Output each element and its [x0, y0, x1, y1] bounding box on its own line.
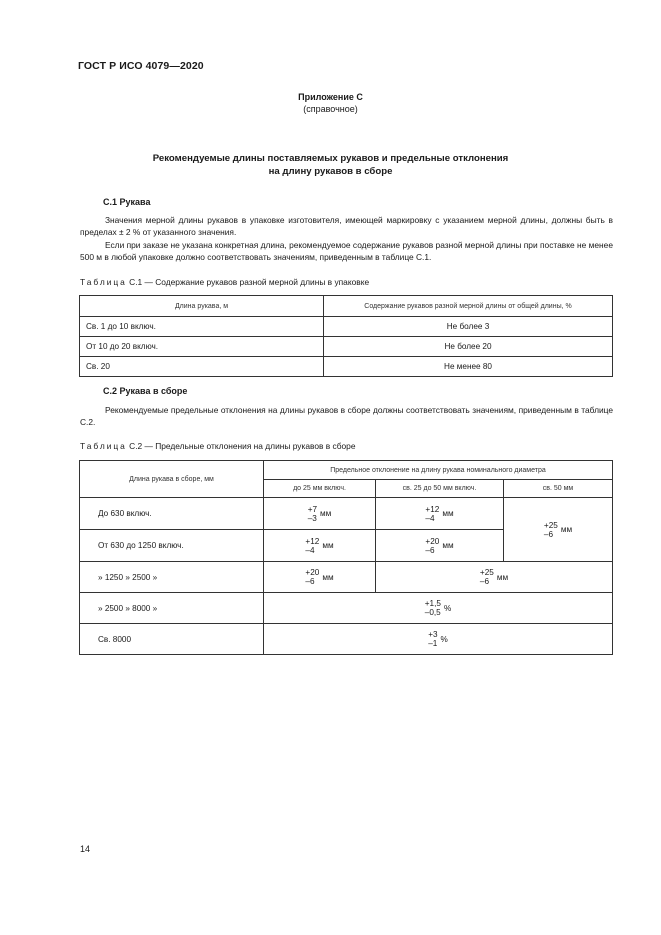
- paragraph-c1-2-text: Если при заказе не указана конкретная длина, рекомендуемое содержание рукавов разной мерной длины при поставке не менее 500 м в любой упаковке должно соответствовать значениям, приведенным в таблице С.1.: [80, 240, 613, 262]
- table2-cell: [264, 593, 613, 624]
- tol-unit: мм: [322, 541, 334, 550]
- table2-header-col1: до 25 мм включ.: [264, 480, 376, 498]
- table1-cell: Не более 3: [324, 317, 613, 337]
- table2-row-label: От 630 до 1250 включ.: [80, 530, 264, 562]
- tol-lower: –4: [425, 513, 435, 523]
- table2-cell: [264, 498, 376, 530]
- table2-row-label: » 2500 » 8000 »: [80, 593, 264, 624]
- tol-lower: –6: [543, 529, 554, 539]
- table2-cell: [376, 498, 504, 530]
- table2-caption-text: С.2 — Предельные отклонения на длины рукавов в сборе: [129, 441, 356, 451]
- table2-header-col2: св. 25 до 50 мм включ.: [376, 480, 504, 498]
- tol-unit: мм: [442, 541, 454, 550]
- table2-header-group: Предельное отклонение на длину рукава номинального диаметра: [264, 461, 613, 480]
- table1-cell: Не более 20: [324, 337, 613, 357]
- section-heading-c2: С.2 Рукава в сборе: [103, 386, 188, 396]
- table2-header-col3: св. 50 мм: [504, 480, 613, 498]
- appendix-title-line2: на длину рукавов в сборе: [268, 166, 393, 177]
- tol-lower: –4: [305, 545, 315, 555]
- table2-cell: [376, 562, 613, 593]
- table-row: [80, 498, 613, 530]
- table1-header-length: Длина рукава, м: [80, 296, 324, 317]
- page-number: 14: [80, 844, 91, 854]
- tol-unit: мм: [560, 525, 573, 534]
- tol-lower: –6: [305, 577, 315, 586]
- tol-unit: %: [440, 634, 448, 644]
- tol-upper: +1,5: [424, 599, 441, 608]
- tol-upper: +20: [305, 568, 320, 577]
- table1-cell: Св. 1 до 10 включ.: [80, 317, 324, 337]
- table-row: [80, 317, 613, 337]
- table2-caption: [80, 441, 356, 451]
- table2-row-label: Св. 8000: [80, 624, 264, 655]
- table-row: [80, 624, 613, 655]
- table-row: [80, 562, 613, 593]
- tol-upper: +20: [425, 536, 440, 546]
- tol-upper: +12: [425, 504, 440, 514]
- table2-cell: [264, 530, 376, 562]
- table2-header-length: Длина рукава в сборе, мм: [80, 461, 264, 498]
- tol-unit: %: [443, 603, 452, 613]
- table-c2: [79, 460, 613, 655]
- document-header: ГОСТ Р ИСО 4079—2020: [78, 60, 204, 72]
- table2-row-label: » 1250 » 2500 »: [80, 562, 264, 593]
- table-c1: [79, 295, 613, 377]
- tol-lower: –1: [428, 639, 438, 648]
- tol-unit: мм: [320, 509, 332, 518]
- table1-cell: От 10 до 20 включ.: [80, 337, 324, 357]
- table1-caption: [80, 277, 369, 287]
- tol-upper: +25: [479, 568, 494, 577]
- section-heading-c1: С.1 Рукава: [103, 197, 151, 207]
- table1-caption-text: С.1 — Содержание рукавов разной мерной длины в упаковке: [129, 277, 370, 287]
- appendix-kind: (справочное): [303, 104, 358, 114]
- table-row: [80, 337, 613, 357]
- tol-lower: –6: [425, 545, 435, 555]
- paragraph-c1-1-text: Значения мерной длины рукавов в упаковке изготовителя, имеющей маркировку с указанием мерной длины, должны быть в пределах ± 2 % от указанного значения.: [80, 215, 613, 237]
- paragraph-c2-1-text: Рекомендуемые предельные отклонения на длины рукавов в сборе должны соответствовать значениям, приведенным в таблице С.2.: [80, 405, 613, 427]
- table2-caption-word: Таблица: [80, 441, 127, 451]
- appendix-label: Приложение С: [298, 92, 363, 102]
- paragraph-c2-1: [80, 404, 613, 428]
- paragraph-c1-1: [80, 214, 613, 238]
- table1-cell: Не менее 80: [324, 357, 613, 377]
- tol-unit: мм: [442, 509, 454, 518]
- table1-cell: Св. 20: [80, 357, 324, 377]
- table1-caption-word: Таблица: [80, 277, 127, 287]
- tol-unit: мм: [496, 572, 509, 582]
- tol-upper: +12: [305, 536, 320, 546]
- tol-upper: +7: [307, 504, 318, 514]
- tol-unit: мм: [322, 572, 334, 582]
- table2-row-label: До 630 включ.: [80, 498, 264, 530]
- tol-upper: +3: [428, 630, 438, 639]
- tol-lower: –0,5: [424, 608, 441, 617]
- table-row: [80, 593, 613, 624]
- table2-cell: [264, 624, 613, 655]
- appendix-title-line1: Рекомендуемые длины поставляемых рукавов и предельные отклонения: [152, 153, 509, 164]
- table-row: [80, 357, 613, 377]
- paragraph-c1-2: [80, 239, 613, 263]
- table2-cell: [376, 530, 504, 562]
- tol-lower: –6: [479, 577, 490, 586]
- table2-cell: [264, 562, 376, 593]
- tol-upper: +25: [543, 520, 558, 530]
- tol-lower: –3: [307, 513, 317, 523]
- table2-cell-merged: [504, 498, 613, 562]
- table1-header-content: Содержание рукавов разной мерной длины от общей длины, %: [324, 296, 613, 317]
